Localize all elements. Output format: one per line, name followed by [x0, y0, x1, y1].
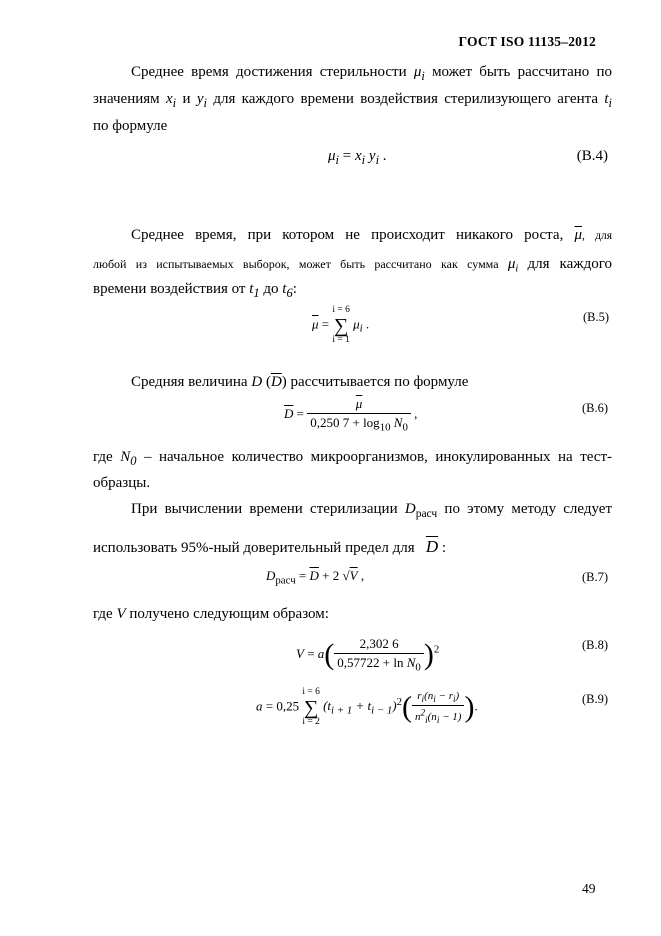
subscript: i [375, 153, 380, 167]
sum-upper: i = 6 [332, 305, 350, 315]
text: любой из испытываемых выборок, может быть рассчитано как сумма [93, 257, 499, 271]
subscript: i [359, 323, 363, 336]
subscript: i [335, 153, 340, 167]
equation-b5 [312, 306, 369, 345]
denominator [307, 414, 411, 434]
var-d-bar: $\overline{D}$ [309, 568, 319, 583]
paragraph-2-line-3 [93, 276, 612, 306]
var-t: t [282, 281, 287, 297]
equation-b9 [256, 688, 478, 727]
fraction [334, 636, 424, 674]
var-t: t [249, 281, 254, 297]
text: − 1) [439, 710, 462, 723]
text: Среднее время достижения стерильности [131, 64, 407, 80]
numerator [307, 396, 411, 414]
text: r [417, 689, 422, 702]
exponent: 2 [396, 696, 403, 709]
var-v: V [116, 606, 126, 622]
equation-number-b7: (B.7) [581, 570, 608, 584]
text: по этому методу следует [444, 501, 613, 517]
var-d: D [404, 501, 416, 517]
text: – начальное количество микроорганизмов, инокулированных на тест- [143, 449, 613, 465]
subscript: i [203, 96, 207, 110]
subscript: i [608, 96, 612, 110]
text: Среднее время, при котором не происходит никакого роста, [131, 227, 564, 243]
eq-lhs: μ [328, 148, 336, 164]
eq-sign: = [321, 316, 330, 332]
var-a: a [317, 645, 325, 661]
eq-tail: . [474, 698, 478, 714]
text: (n [424, 689, 434, 702]
equation-b8 [296, 636, 439, 674]
sum-lower: i = 1 [332, 334, 350, 345]
text: где [93, 606, 113, 622]
eq-tail: , [360, 568, 365, 583]
text: значениям [93, 91, 160, 107]
subscript: расч [275, 574, 296, 587]
eq-lhs: a [256, 698, 263, 714]
subscript: i [425, 715, 428, 726]
text: и [182, 91, 191, 107]
paragraph-1-line-2 [93, 86, 612, 116]
mu-symbol: μ [413, 64, 422, 80]
text: ) [392, 698, 397, 714]
eq-tail: . [365, 316, 370, 332]
numerator: 2,302 6 [334, 636, 424, 654]
paragraph-3: Средняя величина D $(\overline{D})$ рассчитывается по формуле [131, 374, 469, 390]
text: (n [427, 710, 437, 723]
eq-tail: , [414, 405, 418, 421]
equation-number-b8: (B.8) [581, 638, 608, 652]
text: (t [323, 698, 332, 714]
var-d: D [251, 374, 263, 390]
sum-operator [302, 688, 320, 727]
sum-icon: ∑ [303, 696, 319, 719]
sum-lower: i = 2 [302, 716, 320, 727]
paren-close: ) [423, 637, 434, 671]
subscript: i [433, 694, 436, 705]
equation-b4 [328, 148, 387, 168]
text: 0,250 7 + log [310, 415, 380, 430]
subscript: i [515, 263, 519, 275]
denominator [334, 654, 424, 674]
subscript: 1 [253, 286, 260, 300]
text: : [441, 540, 447, 556]
subscript: i [361, 153, 366, 167]
document-header: ГОСТ ISO 11135–2012 [458, 34, 596, 49]
text: n [415, 710, 421, 723]
text: для каждого [527, 256, 613, 272]
var-d-bar: $\overline{D}$ [270, 374, 282, 390]
text: 0,57722 + ln [337, 655, 404, 670]
text: времени воздействия от [93, 281, 246, 297]
var-n: N [406, 655, 416, 670]
fraction [307, 396, 411, 434]
paren-open: ( [324, 637, 335, 671]
exponent: 2 [433, 643, 440, 656]
equation-number-b5: (B.5) [582, 310, 609, 324]
var-n: N [393, 415, 403, 430]
var-y: y [368, 148, 376, 164]
subscript: 0 [402, 421, 408, 434]
subscript: i − 1 [371, 705, 393, 718]
paren-close: ) [464, 690, 475, 724]
paragraph-6 [93, 601, 612, 627]
var-n: N [120, 449, 131, 465]
paragraph-1-line-1 [93, 59, 612, 89]
text: может быть рассчитано по [432, 64, 612, 80]
sum-operator [332, 306, 350, 345]
paragraph-5-line-1 [93, 496, 612, 527]
var-t: t [604, 91, 609, 107]
text: получено следующим образом: [129, 606, 329, 622]
text: до [263, 281, 279, 297]
subscript: i [172, 96, 177, 110]
subscript: 0 [415, 661, 421, 674]
sum-icon: ∑ [333, 314, 349, 337]
paragraph-5-line-2 [93, 534, 612, 561]
paragraph-4-line-2: образцы. [93, 475, 151, 491]
subscript: 10 [379, 421, 391, 434]
text: использовать 95%-ный доверительный предел для [93, 540, 415, 556]
subscript: i [421, 694, 425, 705]
text: Средняя величина [131, 374, 248, 390]
eq-lhs: $\overline{D}$ [284, 405, 294, 421]
var-v: V [349, 568, 358, 583]
sqrt-icon: √ [342, 568, 350, 583]
eq-lhs: V [296, 645, 304, 661]
text: При вычислении времени стерилизации [131, 501, 398, 517]
subscript: расч [415, 508, 438, 520]
numerator [412, 690, 464, 706]
text: : [292, 281, 297, 297]
mu-symbol: μ [507, 256, 516, 272]
eq-sign: = 0,25 [265, 698, 300, 714]
text: для каждого времени воздействия стерилизующего агента [213, 91, 599, 107]
text: где [93, 449, 113, 465]
equation-b6 [284, 396, 417, 434]
text: , для [582, 230, 613, 242]
sum-upper: i = 6 [302, 687, 320, 697]
var-d-bar: $\overline{D}$ [425, 537, 439, 556]
text: + t [352, 698, 372, 714]
subscript: i [453, 694, 456, 705]
mu-bar-symbol: $\overline{\mu}$ [355, 396, 363, 411]
mu-symbol: μ [353, 316, 360, 332]
subscript: i + 1 [331, 705, 353, 718]
paragraph-2-line-1 [93, 222, 612, 249]
subscript: i [421, 69, 425, 83]
subscript: 0 [130, 454, 137, 468]
denominator [412, 706, 464, 725]
eq-sign: = [298, 568, 307, 583]
var-y: y [196, 91, 204, 107]
page-number: 49 [582, 881, 596, 896]
equation-number-b6: (B.6) [581, 401, 608, 415]
eq-tail: . [382, 148, 387, 164]
superscript: 2 [420, 707, 426, 718]
subscript: 6 [286, 286, 293, 300]
equation-b7 [266, 568, 364, 587]
equation-number-b9: (B.9) [581, 692, 608, 706]
text: + 2 [322, 568, 340, 583]
subscript: i [436, 715, 440, 726]
text: − r [435, 689, 453, 702]
paragraph-1-line-3: по формуле [93, 118, 168, 134]
mu-bar-symbol: $\overline{\mu}$ [574, 227, 582, 243]
text: рассчитывается по формуле [290, 374, 469, 390]
equation-number-b4: (B.4) [576, 148, 608, 164]
fraction [412, 690, 464, 725]
eq-sign: = [307, 645, 315, 661]
eq-sign: = [296, 405, 304, 421]
text: ) [455, 689, 460, 702]
var-x: x [354, 148, 362, 164]
eq-sign: = [342, 148, 352, 164]
eq-lhs: $\overline{\mu}$ [312, 316, 319, 332]
paren-open: ( [402, 690, 413, 724]
eq-lhs: D [266, 568, 276, 583]
var-x: x [166, 91, 173, 107]
